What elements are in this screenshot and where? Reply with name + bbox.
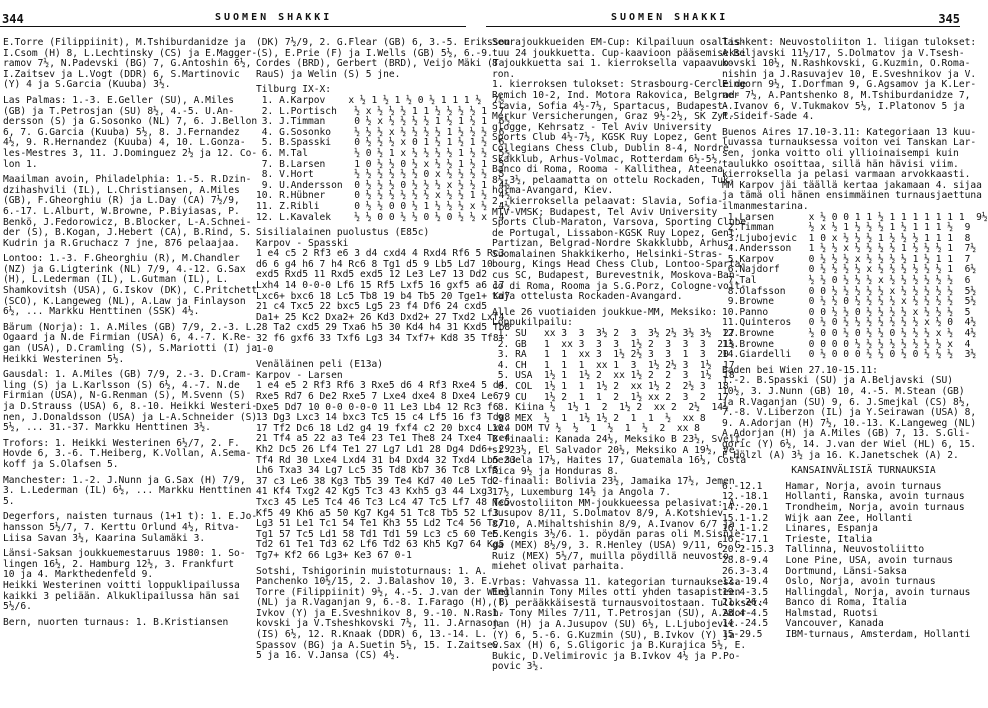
text-paragraph: Baden bei Wien 27.10-15.11: 1.-2. B.Spasski (SU) ja A.Beljavski (SU) 10½, 3. J.Nunn (GB) 10, 4.-5. M.Stean (GB) ja R.Vaganjan (SU) 9, 6. J.Smejkal (CS) 8½, 7.-8. V.Liberzon (IL) ja Y.Seirawan (USA) 8, 9. A.Adorjan (H) 7½, 10.-13. K.Langeweg (NL) A.Adorjan (H) ja A.Miles (GB) 7, 13. S.Gli- goric (Y) 6½, 14. J.van der Wiel (HL) 6, 15. F.Hölzl (A) 3½ ja 16. K.Janetschek (A) 2.	[722, 364, 977, 461]
text-paragraph: Degerfors, naisten turnaus (1+1 t): 1. E.Jo- hansson 5½/7, 7. Kerttu Orlund 4½, Ritva- Liisa Savan 3½, Kaarina Sulamäki 3.	[3, 511, 258, 544]
text-paragraph: Heikki Westerinen voitti loppuklipailussa kaikki 3 peliään. Alkuklipailussa hän sai 5½/6.	[3, 579, 240, 613]
text-paragraph: Tashkent: Neuvostoliiton 1. liigan tulokset: A.Beljavski 11½/17, S.Dolmatov ja V.Tsesh- kovski 10½, N.Rashkovski, G.Kuzmin, O.Roma- nishin ja J.Rasuvajev 10, E.Sveshnikov ja V. Eingorn 9½, I.Dorfman 9, G.Agsamov ja K.Ler- ner 7½, A.Pantshenko 8, M.Tshiburdanidze 7, A.Ivanov 6, V.Tukmakov 5½, I.Platonov 5 ja F.Sideif-Sade 4.	[722, 37, 977, 123]
column-1	[3, 37, 258, 706]
right-header-rule	[486, 26, 960, 27]
text-paragraph: 6.-12.1 Hamar, Norja, avoin turnaus 12.-18.1 Hollanti, Ranska, avoin turnaus 14.-20.1 Trondheim, Norja, avoin turnaus 15.1-1.2 Wijk aan Zee, Hollanti 16.1-1.2 Linares, Espanja 16.-17.1 Trieste, Italia 20.2-15.3 Tallinna, Neuvostoliitto 28.8-9.4 Lone Pine, USA, avoin turnaus 26.3-3.4 Dortmund, Länsi-Saksa 12.-19.4 Oslo, Norja, avoin turnaus 19.4-3.5 Hallingdal, Norja, avoin turnaus 21.-26.4 Banco di Roma, Italia 28.4-4.5 Halmstad, Ruotsi 14.-24.5 Vancouver, Kanada 15-29.5 IBM-turnaus, Amsterdam, Hollanti	[722, 480, 971, 641]
text-paragraph: Venäläinen peli (E13a) Karpov - Larsen 1 e4 e5 2 Rf3 Rf6 3 Rxe5 d6 4 Rf3 Rxe4 5 d4 Rxe5 Rd7 6 De2 Rxe5 7 Lxe4 dxe4 8 Dxe4 Le6 9 Dxe5 Dd7 10 0-0 0-0-0 11 Le3 Lb4 12 Rc3 f6 13 Dg3 Lxc3 14 bxc3 Tc5 15 c4 Lf5 16 f3 Tdg8 17 Tf2 Dc6 18 Ld2 g4 19 fxf4 c2 20 bxc4 Lxc4 21 Tf4 a5 22 a3 Te4 23 Te1 The8 24 Txe4 Txe4 Kh2 Dc5 26 Lf4 Te1 27 Lg7 Ld1 28 Dg4 Dd6+ 29 Tf4 Rd 30 Lxe4 Lxd4 31 b4 Dxd4 32 Txd4 Lb5 33 Lh6 Txa3 34 Lg7 Lc5 35 Td8 Kb7 36 Tc8 Lxf5 37 c3 Le6 38 Kg3 Tb5 39 Te4 Kd7 40 Le5 Td2 41 Kf4 Txg2 42 Kg5 Tc3 43 Kxh5 g3 44 Lxg3 Txc3 45 Le5 Tc4 46 Tc3 Lc4 47 Tc5 Lf7 48 Tc5 Kf5 49 Kh6 a5 50 Kg7 Kg4 51 Tc8 Tb5 52 Lf3 Lg3 51 Le1 Tc1 54 Te1 Kh3 55 Ld2 Tc4 56 Tc7 Tg1 57 Tc5 Ld1 58 Td1 Td1 59 Lc3 c5 60 Te5 Td2 61 Te1 Td3 62 Lf6 Td2 63 Kh5 Kg7 64 Kg5 Tg7+ Kf2 66 Lg3+ Ke3 67 0-1	[256, 359, 516, 561]
right-running-title: SUOMEN SHAKKI	[611, 12, 729, 23]
text-paragraph: Lontoo: 1.-3. F.Gheorghiu (R), M.Chandler (NZ) ja G.Ligterink (NL) 7/9, 4.-12. G.Sax (H), L.Lederman (IL), L.Gutman (IL), L. Shamkovitsh (USA), G.Iskov (DK), C.Pritchett (SCO), K.Langeweg (NL), A.Law ja Finlayson 6½, ... Markku Henttinen (SSK) 4½.	[3, 253, 258, 318]
text-paragraph: Manchester: 1.-2. J.Nunn ja G.Sax (H) 7/9, 3. L.Lederman (IL) 6½, ... Markku Henttinen 5.	[3, 474, 252, 507]
text-paragraph: Bern, nuorten turnaus: 1. B.Kristiansen	[3, 616, 229, 628]
text-paragraph: Alle 26 vuotiaiden joukkue-MM, Meksiko: Loppukilpailu: 1. SU xx 3 3 3½ 2 3 3½ 2½ 3½ 3½ 27 2. GB 1 xx 3 3 3 1½ 2 3 3 3 21½ 3. RA 1 1 xx 3 1½ 2½ 3 3 1 3 20 4. CH 1 1 1 xx 1 3 1½ 2½ 3 1½ 17 5. USA 1½ 1 1½ 2 xx 1½ 2 2 3 1½ 18 6. COL 1½ 1 1 1½ 2 xx 1½ 2 2½ 3 18 7. CU 1½ 2 1 1 2 1½ xx 2 3 2 17 8. Kiina ½ 1½ 1 2 1½ 2 xx 2 2½ 14½ 9. MEX ½ 1 1½ 1½ 2 1 1 ½ xx 8 10. DOM TV ½ ½ 1 ½ 1 ½ 2 xx 8	[492, 306, 735, 435]
left-header-rule	[0, 26, 466, 27]
text-paragraph: Trofors: 1. Heikki Westerinen 6½/7, 2. F. Hovde 6, 3.-6. T.Heiberg, K.Vollan, A.Sema- koff ja S.Olafsen 5.	[3, 437, 252, 470]
right-page-number: 345	[938, 12, 960, 26]
left-page-header	[0, 12, 466, 26]
column-4	[722, 37, 988, 706]
text-paragraph: 1.Larsen x ½ 0 0 1 1 ½ 1 1 1 1 1 1 1 9½ 2.Timman ½ x ½ 1 ½ ½ ½ 1 ½ 1 1 1 ½ 9 3.Ljubojevic 1 0 x ½ ½ ½ 1 ½ ½ ½ 1 1 1 8 4.Andersson 1 ½ ½ x ½ ½ ½ ½ 1 ½ ½ ½ 1 7½ 5.Karpov 0 ½ ½ ½ x ½ ½ ½ ½ 1 ½ 1 1 7 6.Najdorf 0 ½ ½ ½ ½ x ½ ½ ½ ½ ½ ½ 1 6½ 7.Tal ½ ½ 0 ½ ½ ½ x ½ ½ ½ ½ ½ ½ 6 8.Olafsson 0 0 ½ ½ ½ ½ ½ x ½ ½ ½ ½ ½ 5½ 9.Browne 0 ½ ½ 0 ½ ½ ½ ½ x ½ ½ ½ ½ 5½ 10.Panno 0 0 ½ ½ 0 ½ ½ ½ ½ x ½ ½ ½ 5 11.Quinteros 0 ½ 0 ½ ½ ½ ½ ½ ½ ½ x ½ 0 4½ 12.Browne ½ 0 0 ½ 0 ½ ½ 0 ½ ½ ½ x ½ 4½ 13.Browne 0 0 0 0 ½ ½ ½ ½ ½ ½ ½ ½ x 4 14.Giardelli 0 ½ 0 0 0 ½ ½ 0 ½ 0 ½ ½ ½ 3½	[722, 211, 988, 361]
text-paragraph: Las Palmas: 1.-3. E.Geller (SU), A.Miles (GB) ja T.Petrosjan (SU) 8½, 4.-5. U.An- dersson (S) ja G.Sosonko (NL) 7, 6. J.Bellon 6, 7. G.Garcia (Kuuba) 5½, 8. J.Fernandez 4½, 9. R.Hernandez (Kuuba) 4, 10. L.Gonza- les-Mestres 3, 11. J.Dominguez 2½ ja 12. Co- lon 1.	[3, 94, 258, 170]
right-page-header	[486, 12, 960, 26]
text-paragraph: Länsi-Saksan joukkuemestaruus 1980: 1. So- lingen 16½, 2. Hamburg 12½, 3. Frankfurt 10 ja 4. Markthedenfeld 9.	[3, 548, 246, 581]
text-paragraph: E.Torre (Filippiinit), M.Tshiburdanidze ja I.Csom (H) 8, L.Lechtinsky (CS) ja E.Magger- ramov 7½, N.Padevski (BG) 7, G.Antoshin 6½, I.Zaitsev ja L.Vogt (DDR) 6, S.Martinovic (Y) 4 ja S.Garcia (Kuuba) 3½.	[3, 37, 258, 91]
text-paragraph: Neuvostoliiton MM-joukkueessa pelasivat: A. Jusupov 8/11, S.Dolmatov 8/9, A.Kotshiev 8/10, A.Mihaltshishin 8/9, A.Ivanov 6/7 ja E.Kengis 3½/6. 1. pöydän paras oli M.Sisnie- ga (MEX) 8½/9, 3. R.Henley (USA) 9/11, 6. G. Ruiz (MEX) 5½/7, muilla pöydillä neuvosto- miehet olivat parhaita.	[492, 497, 747, 573]
text-paragraph: KANSAINVÄLISIÄ TURNAUKSIA	[722, 465, 936, 477]
text-paragraph: Vrbas: Vahvassa 11. kategorian turnauksessa Englannin Tony Miles otti yhden tasapisteen (!) perääkkäisestä turnausvoitostaan. Tulokset: 1. Tony Miles 7/11, T.Petrosjan (SU), A.Ador- jan (H) ja A.Jusupov (SU) 6½, L.Ljubojevic (Y) 6, 5.-6. G.Kuzmin (SU), B.Ivkov (Y) ja G.Sax (H) 6, S.Gligoric ja B.Kurajica 5½, E. Bukic, D.Velimirovic ja B.Ivkov 4½ ja P.Po- povic 3½.	[492, 576, 764, 673]
text-paragraph: Bärum (Norja): 1. A.Miles (GB) 7/9, 2.-3. L. Ogaard ja N.de Firmian (USA) 6, 4.-7. K.Re- gan (USA), D.Cramling (S), S.Mariotti (I) ja Heikki Westerinen 5½.	[3, 321, 258, 365]
text-paragraph: Sotshi, Tshigorinin muistoturnaus: 1. A. Panchenko 10½/15, 2. J.Balashov 10, 3. E. Torre (Filippiinit) 9½, 4.-5. J.van der Wiel (NL) ja R.Vaganjan 9, 6.-8. I.Farago (H), B. Ivkov (Y) ja E.Sveshnikov 8, 9.-10. N.Rash- kovski ja V.Tsheshkovski 7½, 11. J.Arnason (IS) 6½, 12. R.Knaak (DDR) 6, 13.-14. L. Spassov (BG) ja A.Suetin 5½, 15. I.Zaitsev 5 ja 16. V.Jansa (CS) 4½.	[256, 565, 511, 662]
column-3	[492, 37, 764, 706]
page-header	[0, 6, 960, 30]
text-paragraph: 1. kierroksen tulokset: Strasbourg-Cercle de Remich 10-2, Ind. Motora Rakovica, Belgrad- Slavia, Sofia 4½-7½, Spartacus, Budapest- Merkur Versicherungen, Graz 9½-2½, SK Zyt- glogge, Kehrsatz - Tel Aviv University Sports Club 4½-7½, KGSK Ruy Lopez, Gent - Collegians Chess Club, Dublin 8-4, Nordre Skakklub, Arhus-Volmac, Rotterdam 6½-5½, Banco di Roma, Rooma - Kallithea, Ateena 8½-3½, pelaamatta on ottelu Rockaden, Tuk- holma-Avangard, Kiev.	[492, 79, 747, 197]
text-paragraph: Sisilialainen puolustus (E85c) Karpov - Spasski 1 e4 c5 2 Rf3 e6 3 d4 cxd4 4 Rxd4 Rf6 5 Rc3 d6 6 g4 h6 7 h4 Rc6 8 Tg1 d5 9 Lb5 Ld7 10 exd5 Rxd5 11 Rxd5 exd5 12 Le3 Le7 13 Dd2 Lxh4 14 0-0-0 Lf6 15 Rf5 Lxf5 16 gxf5 a6 17 Lxc6+ bxc6 18 Lc5 Tb8 19 b4 Tb5 20 Tge1+ Kd7 21 c4 Txc5 22 bxc5 Lg5 23 f4 Df6 24 cxd5 Da1+ 25 Kc2 Dxa2+ 26 Kd3 Dxd2+ 27 Txd2 Lxf4 28 Ta2 cxd5 29 Txa6 h5 30 Kd4 h4 31 Kxd5 Tb8 32 f6 gxf6 33 Txf6 Lg3 34 Txf7+ Kd8 35 Tf8+ 1-0	[256, 227, 511, 355]
text-paragraph: 2. kierroksella pelaavat: Slavia, Sofia- MTV-VMSK; Budapest, Tel Aviv University Sports Club-Maraton, Varsova, Sporting Clube de Portugal, Lissabon-KGSK Ruy Lopez, Gent, Partizan, Belgrad-Nordre Skakklubb, Arhus, Suomalainen Shakkikerho, Helsinki-Stras- bourg, Kings Head Chess Club, Lontoo-Sparta- cus SC, Budapest, Burevestnik, Moskova-Ban- co di Roma, Rooma ja S.G.Porz, Cologne-voit- taja ottelusta Rockaden-Avangard.	[492, 195, 747, 303]
text-paragraph: C-finaali: Bolivia 23½, Jamaika 17½, Jemen 17½, Luxemburg 14½ ja Angola 7.	[492, 476, 735, 498]
text-paragraph: B-finaali: Kanada 24½, Meksiko B 23½, Sveit- si 23½, El Salvador 20½, Meksiko A 19½, Ve- nezuela 17½, Haites 17, Guatemala 16½, Costa Rica 9½ ja Honduras 8.	[492, 433, 747, 477]
text-paragraph: Maailman avoin, Philadelphia: 1.-5. R.Dzin- dzihashvili (IL), L.Christiansen, A.Miles (GB), F.Gheorghiu (R) ja L.Day (CA) 7½/9, 6.-17. L.Alburt, W.Browne, P.Biyiasas, P. Benkö, J.Fedorowicz, B.Blocker, L-A.Schnei- der (S), B.Kogan, J.Hebert (CA), B.Rind, S. Kudrin ja R.Gruchacz 7 jne, 876 pelaajaa.	[3, 174, 252, 249]
column-2	[256, 37, 516, 706]
text-paragraph: Buenos Aires 17.10-3.11: Kategoriaan 13 kuu- luvassa turnauksessa voiton vei Tanskan Lar- sen, jonka voitto oli yllioinaisempi kuin taulukko osoittaa, sillä hän hävisi viim. kierroksella ja pelasi varmaan arvokkaasti. MM Karpov jäi täällä kertaa jakamaan 4. sijaa ja tämä oli hänen ensimmäinen turnausjaettuna ilmanmestarina.	[722, 126, 982, 212]
text-paragraph: Gausdal: 1. A.Miles (GB) 7/9, 2.-3. D.Cram- ling (S) ja L.Karlsson (S) 6½, 4.-7. N.de Firmian (USA), N-G.Renman (S), M.Svenn (S) ja D.Strauss (USA) 6, 8.-10. Heikki Westeri- nen, J.Donaldsson (USA) ja L-A.Schneider (S) 5½, ... 31.-37. Markku Henttinen 3½.	[3, 369, 258, 434]
left-running-title: SUOMEN SHAKKI	[215, 12, 333, 23]
text-paragraph: (DK) 7½/9, 2. G.Flear (GB) 6, 3.-5. Eriksson (S), E.Prie (F) ja I.Wells (GB) 5½, 6.-9. Cordes (BRD), Gerbert (BRD), Veijo Mäki (Ta RauS) ja Welin (S) 5 jne.	[256, 37, 511, 80]
left-page-number: 344	[2, 12, 24, 26]
text-paragraph: Seurajoukkueiden EM-Cup: Kilpailuun osallis- tuu 24 joukkuetta. Cup-kaavioon pääsemiseksi 8 joukkuetta sai 1. kierroksella vapaavuo- ron.	[492, 37, 747, 80]
text-paragraph: Tilburg IX-X: 1. A.Karpov x ½ 1 ½ 1 ½ 0 ½ 1 1 1 ½ 7½ 2. L.Portisch ½ x ½ ½ ½ 1 1 ½ ½ ½ ½ 1 7 3. J.Timman 0 ½ x ½ ½ ½ ½ 1 ½ 1 ½ 1 6½ 4. G.Sosonko ½ ½ ½ x ½ ½ ½ ½ 1 ½ ½ ½ 6 5. B.Spasski 0 ½ ½ ½ x 0 1 ½ 1 ½ 1 ½ 6 6. M.Tal ½ 0 ½ 1 x ½ ½ ½ ½ 1 ½ ½ 5½ 7. B.Larsen 1 0 ½ ½ 0 ½ x ½ ½ 1 ½ 1 5 8. V.Hort ½ ½ ½ ½ ½ ½ 0 x ½ ½ ½ ½ 5 9. U.Andersson 0 ½ ½ ½ 0 ½ ½ ½ x ½ ½ 1 4½ 10. R.Hübner 0 ½ ½ ½ ½ ½ ½ x ½ ½ 1 ½ 4½ 11. Z.Ribli 0 ½ ½ 0 0 ½ 1 ½ ½ ½ x ½ 4½ 12. L.Kavalek ½ ½ 0 0 ½ ½ 0 ½ 0 ½ ½ x 4	[256, 84, 511, 223]
